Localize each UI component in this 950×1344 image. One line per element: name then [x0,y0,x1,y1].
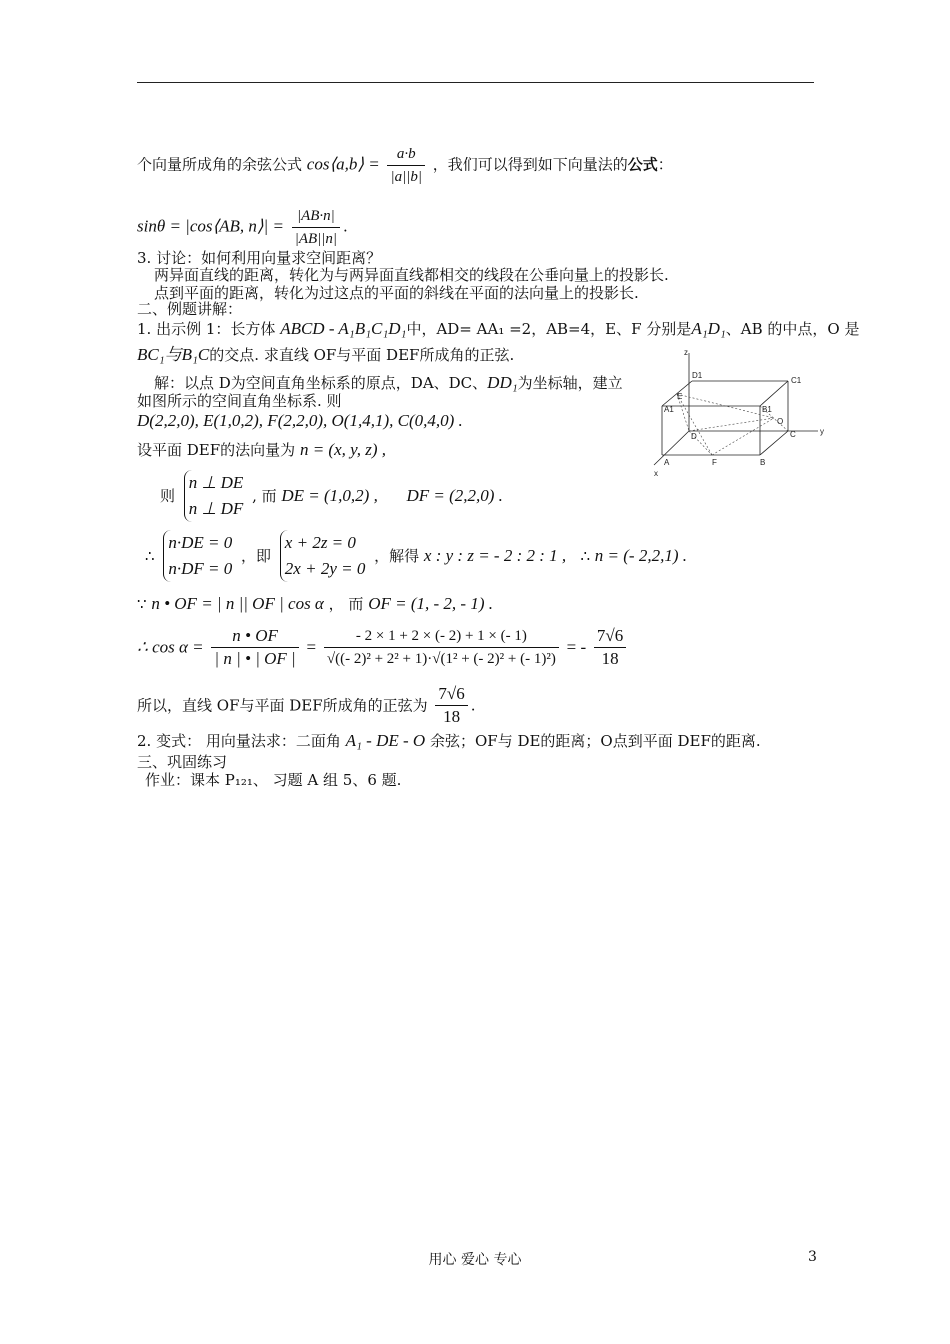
answer-period: . [470,696,476,715]
example-1-question: 的交点. 求直线 OF与平面 DEF所成角的正弦. [209,346,515,364]
cuboid-diagram [640,343,830,483]
because-symbol: ∵ [137,595,147,613]
frac3-den: 18 [601,649,619,668]
because-line [137,594,493,614]
answer-fraction [435,683,467,728]
frac2-den: √((- 2)² + 2² + 1)·√(1² + (- 2)² + (- 1)²) [326,651,556,667]
homework-line: 作业：课本 P₁₂₁、 习题 A 组 5、6 题. [145,771,402,789]
cos-alpha-line [137,625,629,670]
system-1-brace [184,470,243,522]
system-1-line [160,470,503,522]
colon: ： [657,155,673,174]
cos-lhs: cos⟨a,b⟩ = [306,154,380,174]
system-3-row-2: 2x + 2y = 0 [284,559,366,578]
vertex-label-c1: C1 [791,376,802,385]
sine-denominator: |AB||n| [294,231,338,247]
therefore-symbol: ∴ [145,547,155,565]
section-three-heading: 三、巩固练习 [137,753,228,771]
text-cosine-intro: 个向量所成角的余弦公式 [137,155,303,174]
sine-formula-line [137,205,348,250]
example-1-conditions: 中，AD= AA₁ =2，AB=4，E、F 分别是 [406,320,692,338]
axis-label-x: x [654,469,658,478]
axis-label-y: y [820,427,824,436]
frac2-num: - 2 × 1 + 2 × (- 2) + 1 × (- 1) [324,625,559,648]
normal-vector-line [137,440,386,460]
text-cosine-post: ，我们可以得到如下向量法的 [432,155,628,174]
variant-intro: 2. 变式： 用向量法求：二面角 [137,732,341,750]
system-2-row-2: n·DF = 0 [168,559,233,578]
ratio-result: x : y : z = - 2 : 2 : 1 , [423,546,567,565]
system-1-mid: , 而 [252,487,277,505]
frac3-num: 7√6 [594,625,626,648]
namely-word: ，即 [241,547,272,565]
cos-alpha-fraction-1 [211,625,298,670]
vertex-label-f: F [712,458,717,467]
sine-lhs: sinθ = |cos⟨AB, n⟩| = [137,216,284,236]
cos-denominator: |a||b| [390,169,422,185]
vertex-label-a1: A1 [664,405,674,414]
vertex-label-d: D [691,432,697,441]
example-1-line [137,319,860,339]
solve-word: ，解得 [374,547,420,565]
example-1-midpoint: 、AB 的中点，O 是 [725,320,860,338]
vertex-label-c: C [790,430,796,439]
discussion-heading: 3. 讨论：如何利用向量求空间距离？ [137,249,382,267]
normal-intro: 设平面 DEF的法向量为 [137,441,296,459]
section-two-heading: 二、例题讲解： [137,300,243,318]
diagonals: BC₁与B₁C [137,345,210,364]
sine-fraction [292,205,340,250]
variant-tasks: 余弦；OF与 DE的距离；O点到平面 DEF的距离. [429,732,761,750]
vertex-label-b1: B1 [762,405,772,414]
solution-line-1 [154,373,623,393]
vertex-label-e: E [677,392,683,401]
de-vector: DE = (1,0,2) , [281,486,378,505]
because-mid: ， 而 [328,595,364,613]
vertex-label-o: O [777,417,784,426]
answer-num: 7√6 [435,683,467,706]
equals-sign: = [306,637,317,657]
system-2-brace [163,530,232,582]
df-vector: DF = (2,2,0) . [406,486,503,505]
example-1-line-2 [137,345,514,365]
system-1-row-2: n ⊥ DF [188,499,244,518]
system-1-row-1: n ⊥ DE [188,473,244,492]
answer-den: 18 [443,707,461,726]
period: . [343,217,348,236]
cos-fraction [387,143,425,188]
frac1-den: | n | • | OF | [214,649,296,668]
cos-alpha-fraction-2 [324,625,559,670]
cos-alpha-lhs: ∴ cos α = [137,637,204,657]
vertex-label-d1: D1 [692,371,703,380]
of-vector: OF = (1, - 2, - 1) . [368,594,493,613]
vertex-label-a: A [664,458,670,467]
cos-numerator: a·b [387,143,425,166]
dihedral-angle: A₁ - DE - O [345,731,426,750]
cosine-formula-line [137,143,673,188]
header-rule [137,82,814,83]
vertex-label-b: B [760,458,766,467]
variant-line [137,731,761,751]
coordinates-line: D(2,2,0), E(1,0,2), F(2,2,0), O(1,4,1), C(0,4,0) . [137,411,463,430]
a1d1-segment: A₁D₁ [691,319,726,338]
system-2-row-1: n·DE = 0 [168,533,233,552]
page-footer: 用心 爱心 专心 [428,1252,522,1268]
bold-formula-word: 公式 [627,155,658,174]
point-plane-distance-text: 点到平面的距离，转化为过这点的平面的斜线在平面的法向量上的投影长. [154,284,639,302]
answer-line [137,683,476,728]
dot-product-identity: n • OF = | n || OF | cos α [151,594,324,613]
system-3-brace [280,530,366,582]
equals-minus: = - [566,637,587,657]
answer-text: 所以，直线 OF与平面 DEF所成角的正弦为 [137,696,428,715]
system-2-line [145,530,687,582]
solution-intro-end: 为坐标轴，建立 [517,374,623,392]
solution-line-2: 如图所示的空间直角坐标系. 则 [137,392,342,410]
page-number: 3 [808,1249,817,1265]
cos-alpha-fraction-3 [594,625,626,670]
normal-result: n = (- 2,2,1) . [594,546,688,565]
frac1-num: n • OF [211,625,298,648]
cuboid-name: ABCD - A₁B₁C₁D₁ [280,319,407,338]
solution-intro: 解：以点 D为空间直角坐标系的原点，DA、DC、 [154,374,488,392]
therefore-symbol-2: ∴ [580,547,591,565]
then-word: 则 [160,487,176,505]
skew-lines-distance-text: 两异面直线的距离，转化为与两异面直线都相交的线段在公垂向量上的投影长. [154,266,669,284]
system-3-row-1: x + 2z = 0 [284,533,356,552]
normal-vector-eq: n = (x, y, z) , [299,440,386,459]
sine-numerator: |AB·n| [292,205,340,228]
axis-label-z: z [684,348,688,357]
example-1-intro: 1. 出示例 1：长方体 [137,320,276,338]
dd1-axis: DD₁ [487,373,518,392]
